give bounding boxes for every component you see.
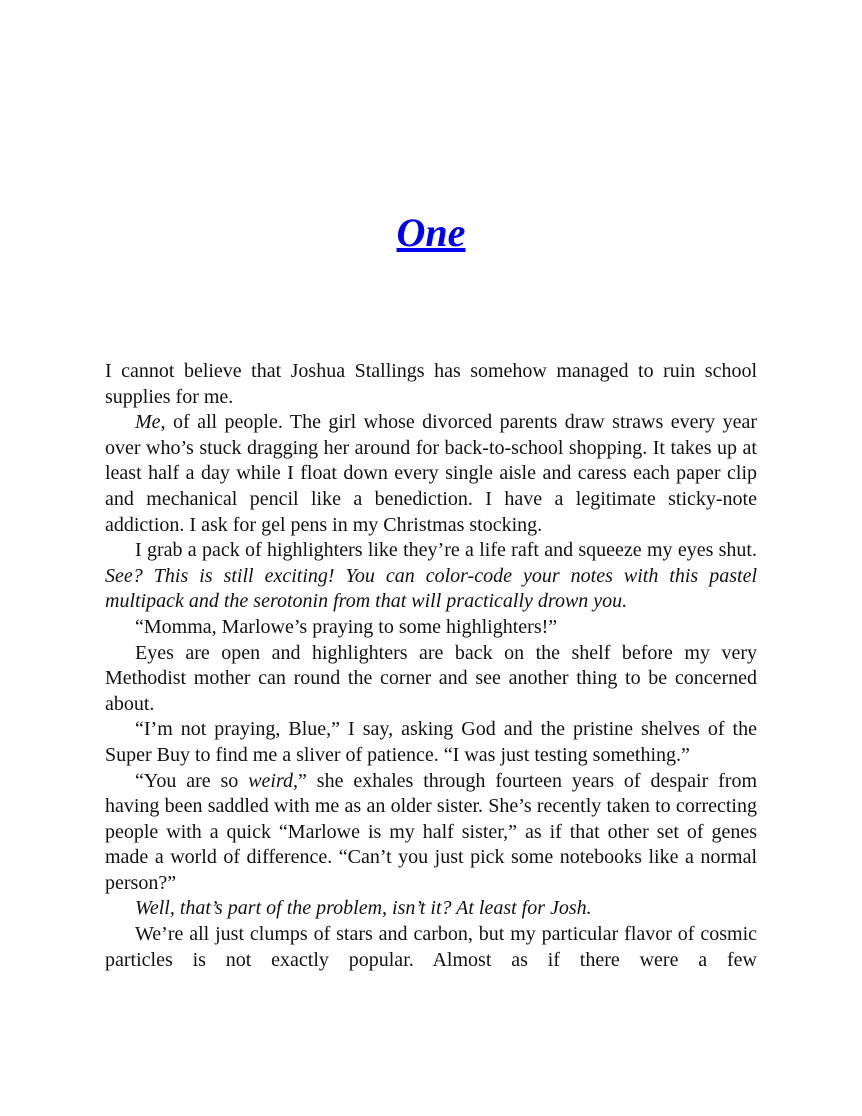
text-span: We’re all just clumps of stars and carbon, but my particular flavor of cosmic particles is not exactly popular. Almost as if there were a few: [105, 923, 757, 971]
paragraph: [105, 410, 757, 538]
chapter-title-link[interactable]: One: [396, 210, 466, 255]
italic-span: weird,: [248, 769, 299, 792]
italic-span: Me,: [135, 411, 166, 434]
text-span: Eyes are open and highlighters are back on the shelf before my very Methodist mother can round the corner and see another thing to be concerned about.: [105, 641, 757, 715]
paragraph: [105, 769, 757, 897]
text-span: I grab a pack of highlighters like they’re a life raft and squeeze my eyes shut.: [135, 539, 757, 562]
paragraph: [105, 641, 757, 718]
text-span: I cannot believe that Joshua Stallings has somehow managed to ruin school supplies for me.: [105, 360, 757, 408]
paragraph: [105, 359, 757, 410]
text-span: “Momma, Marlowe’s praying to some highlighters!”: [135, 615, 558, 638]
text-span: “You are so: [135, 769, 249, 792]
paragraph: [105, 717, 757, 768]
chapter-title: [0, 209, 862, 257]
text-span: of all people. The girl whose divorced parents draw straws every year over who’s stuck dragging her around for back-to-school shopping. It takes up at least half a day while I float down every single aisle and caress each paper clip and mechanical pencil like a benediction. I have a legitimate sticky-note addiction. I ask for gel pens in my Christmas stocking.: [105, 411, 757, 536]
paragraph: [105, 896, 757, 922]
text-span: ” she exhales through fourteen years of despair from having been saddled with me as an older sister. She’s recently taken to correcting people with a quick “Marlowe is my half sister,” as if that other set of genes made a world of difference. “Can’t you just pick some notebooks like a normal person?”: [105, 769, 758, 894]
paragraph: [105, 538, 757, 615]
italic-span: Well, that’s part of the problem, isn’t it? At least for Josh.: [135, 897, 592, 920]
paragraph: [105, 922, 757, 973]
italic-span: See? This is still exciting! You can color-code your notes with this pastel multipack and the serotonin from that will practically drown you.: [105, 564, 757, 613]
paragraph: [105, 615, 757, 641]
chapter-text: [105, 359, 757, 973]
text-span: “I’m not praying, Blue,” I say, asking God and the pristine shelves of the Super Buy to find me a sliver of patience. “I was just testing something.”: [105, 718, 757, 766]
